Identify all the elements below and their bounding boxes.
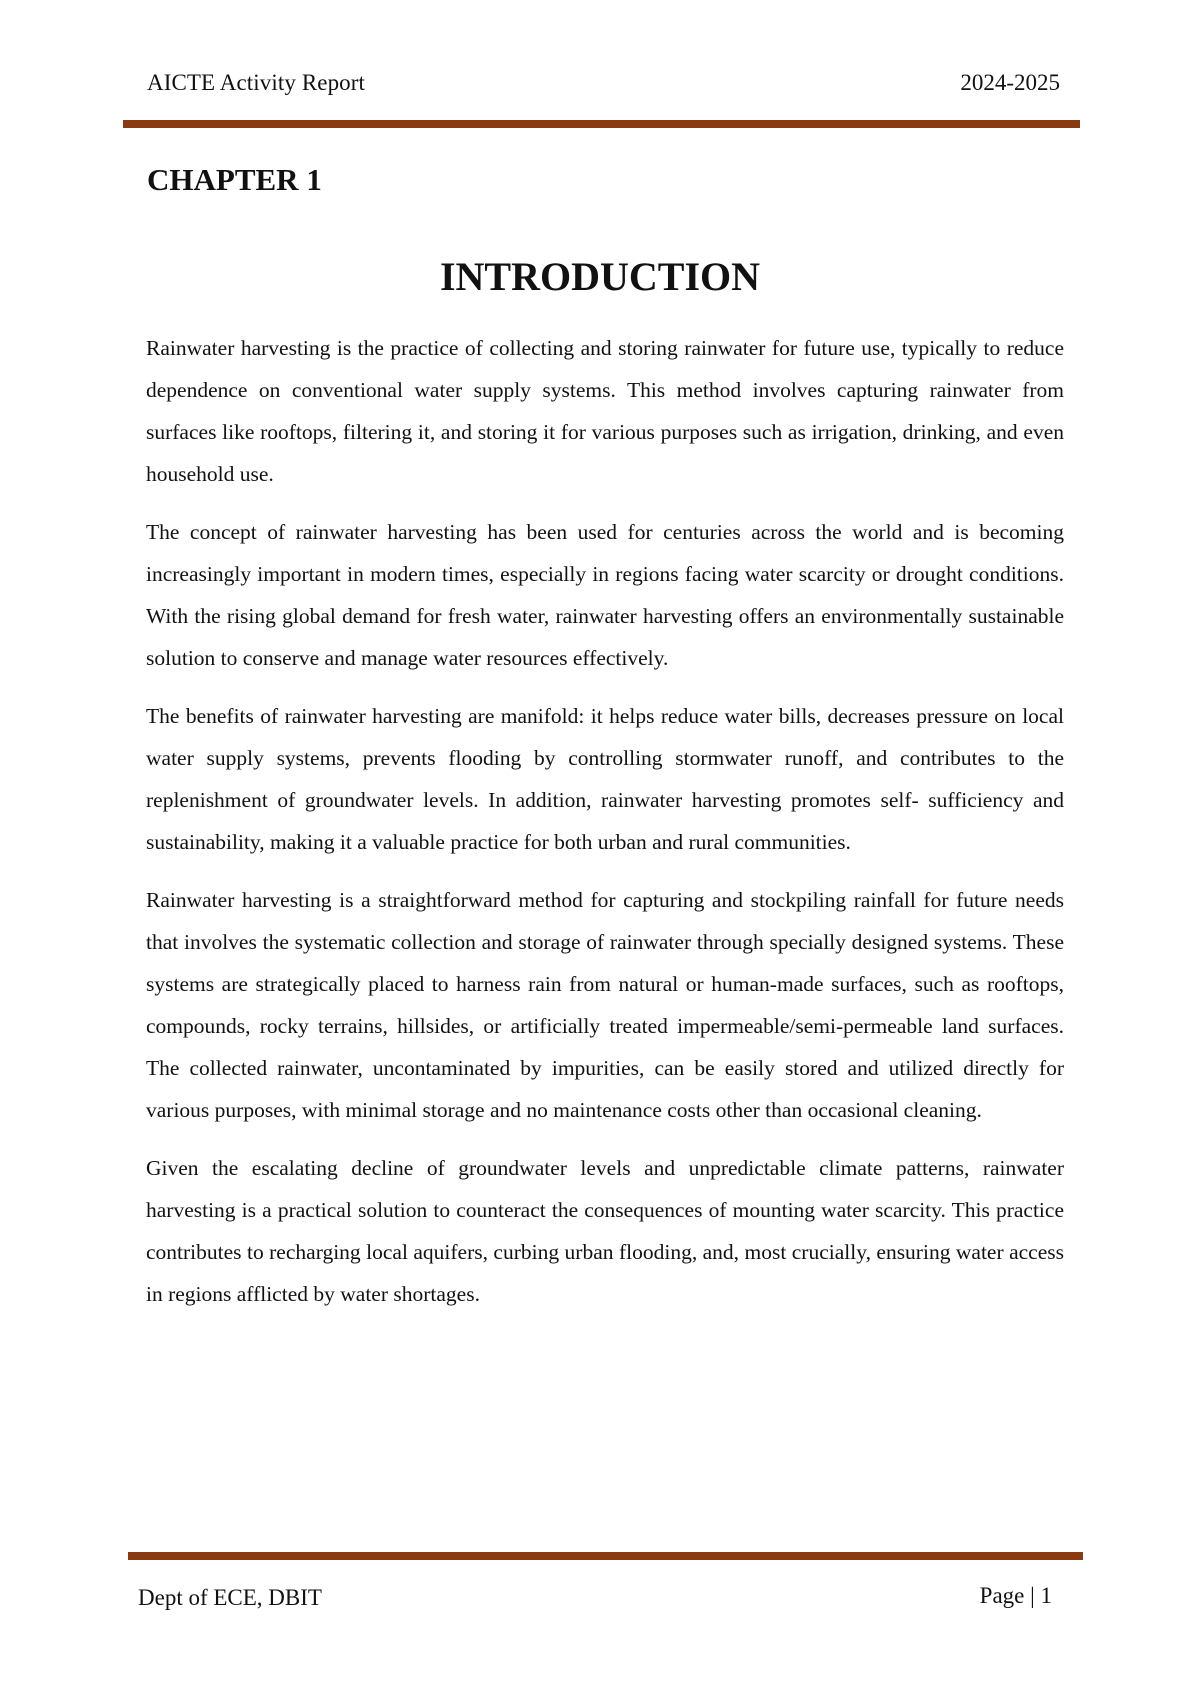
header-divider	[123, 120, 1080, 128]
paragraph: The concept of rainwater harvesting has been used for centuries across the world and is becoming increasingly important in modern times, especially in regions facing water scarcity or drought conditions. With the rising global demand for fresh water, rainwater harvesting offers an environmentally sustainable solution to conserve and manage water resources effectively.	[146, 520, 1064, 670]
footer-department: Dept of ECE, DBIT	[138, 1585, 322, 1610]
header-year: 2024-2025	[960, 70, 1060, 95]
chapter-label: CHAPTER 1	[147, 162, 322, 197]
paragraph: The benefits of rainwater harvesting are manifold: it helps reduce water bills, decreases pressure on local water supply systems, prevents flooding by controlling stormwater runoff, and contributes to the replenishment of groundwater levels. In addition, rainwater harvesting promotes self- sufficiency and sustainability, making it a valuable practice for both urban and rural communities.	[146, 704, 1064, 854]
paragraph: Rainwater harvesting is the practice of collecting and storing rainwater for future use, typically to reduce dependence on conventional water supply systems. This method involves capturing rainwater from surfaces like rooftops, filtering it, and storing it for various purposes such as irrigation, drinking, and even household use.	[146, 336, 1064, 486]
header-report-title: AICTE Activity Report	[147, 70, 366, 95]
body-text	[146, 327, 1064, 1331]
paragraph: Rainwater harvesting is a straightforward method for capturing and stockpiling rainfall for future needs that involves the systematic collection and storage of rainwater through specially designed systems. These systems are strategically placed to harness rain from natural or human-made surfaces, such as rooftops, compounds, rocky terrains, hillsides, or artificially treated impermeable/semi-permeable land surfaces. The collected rainwater, uncontaminated by impurities, can be easily stored and utilized directly for various purposes, with minimal storage and no maintenance costs other than occasional cleaning.	[146, 888, 1064, 1122]
footer-divider	[128, 1552, 1083, 1560]
page-number: Page | 1	[979, 1583, 1052, 1608]
paragraph: Given the escalating decline of groundwater levels and unpredictable climate patterns, rainwater harvesting is a practical solution to counteract the consequences of mounting water scarcity. This practice contributes to recharging local aquifers, curbing urban flooding, and, most crucially, ensuring water access in regions afflicted by water shortages.	[146, 1156, 1064, 1306]
page-title: INTRODUCTION	[439, 254, 761, 299]
